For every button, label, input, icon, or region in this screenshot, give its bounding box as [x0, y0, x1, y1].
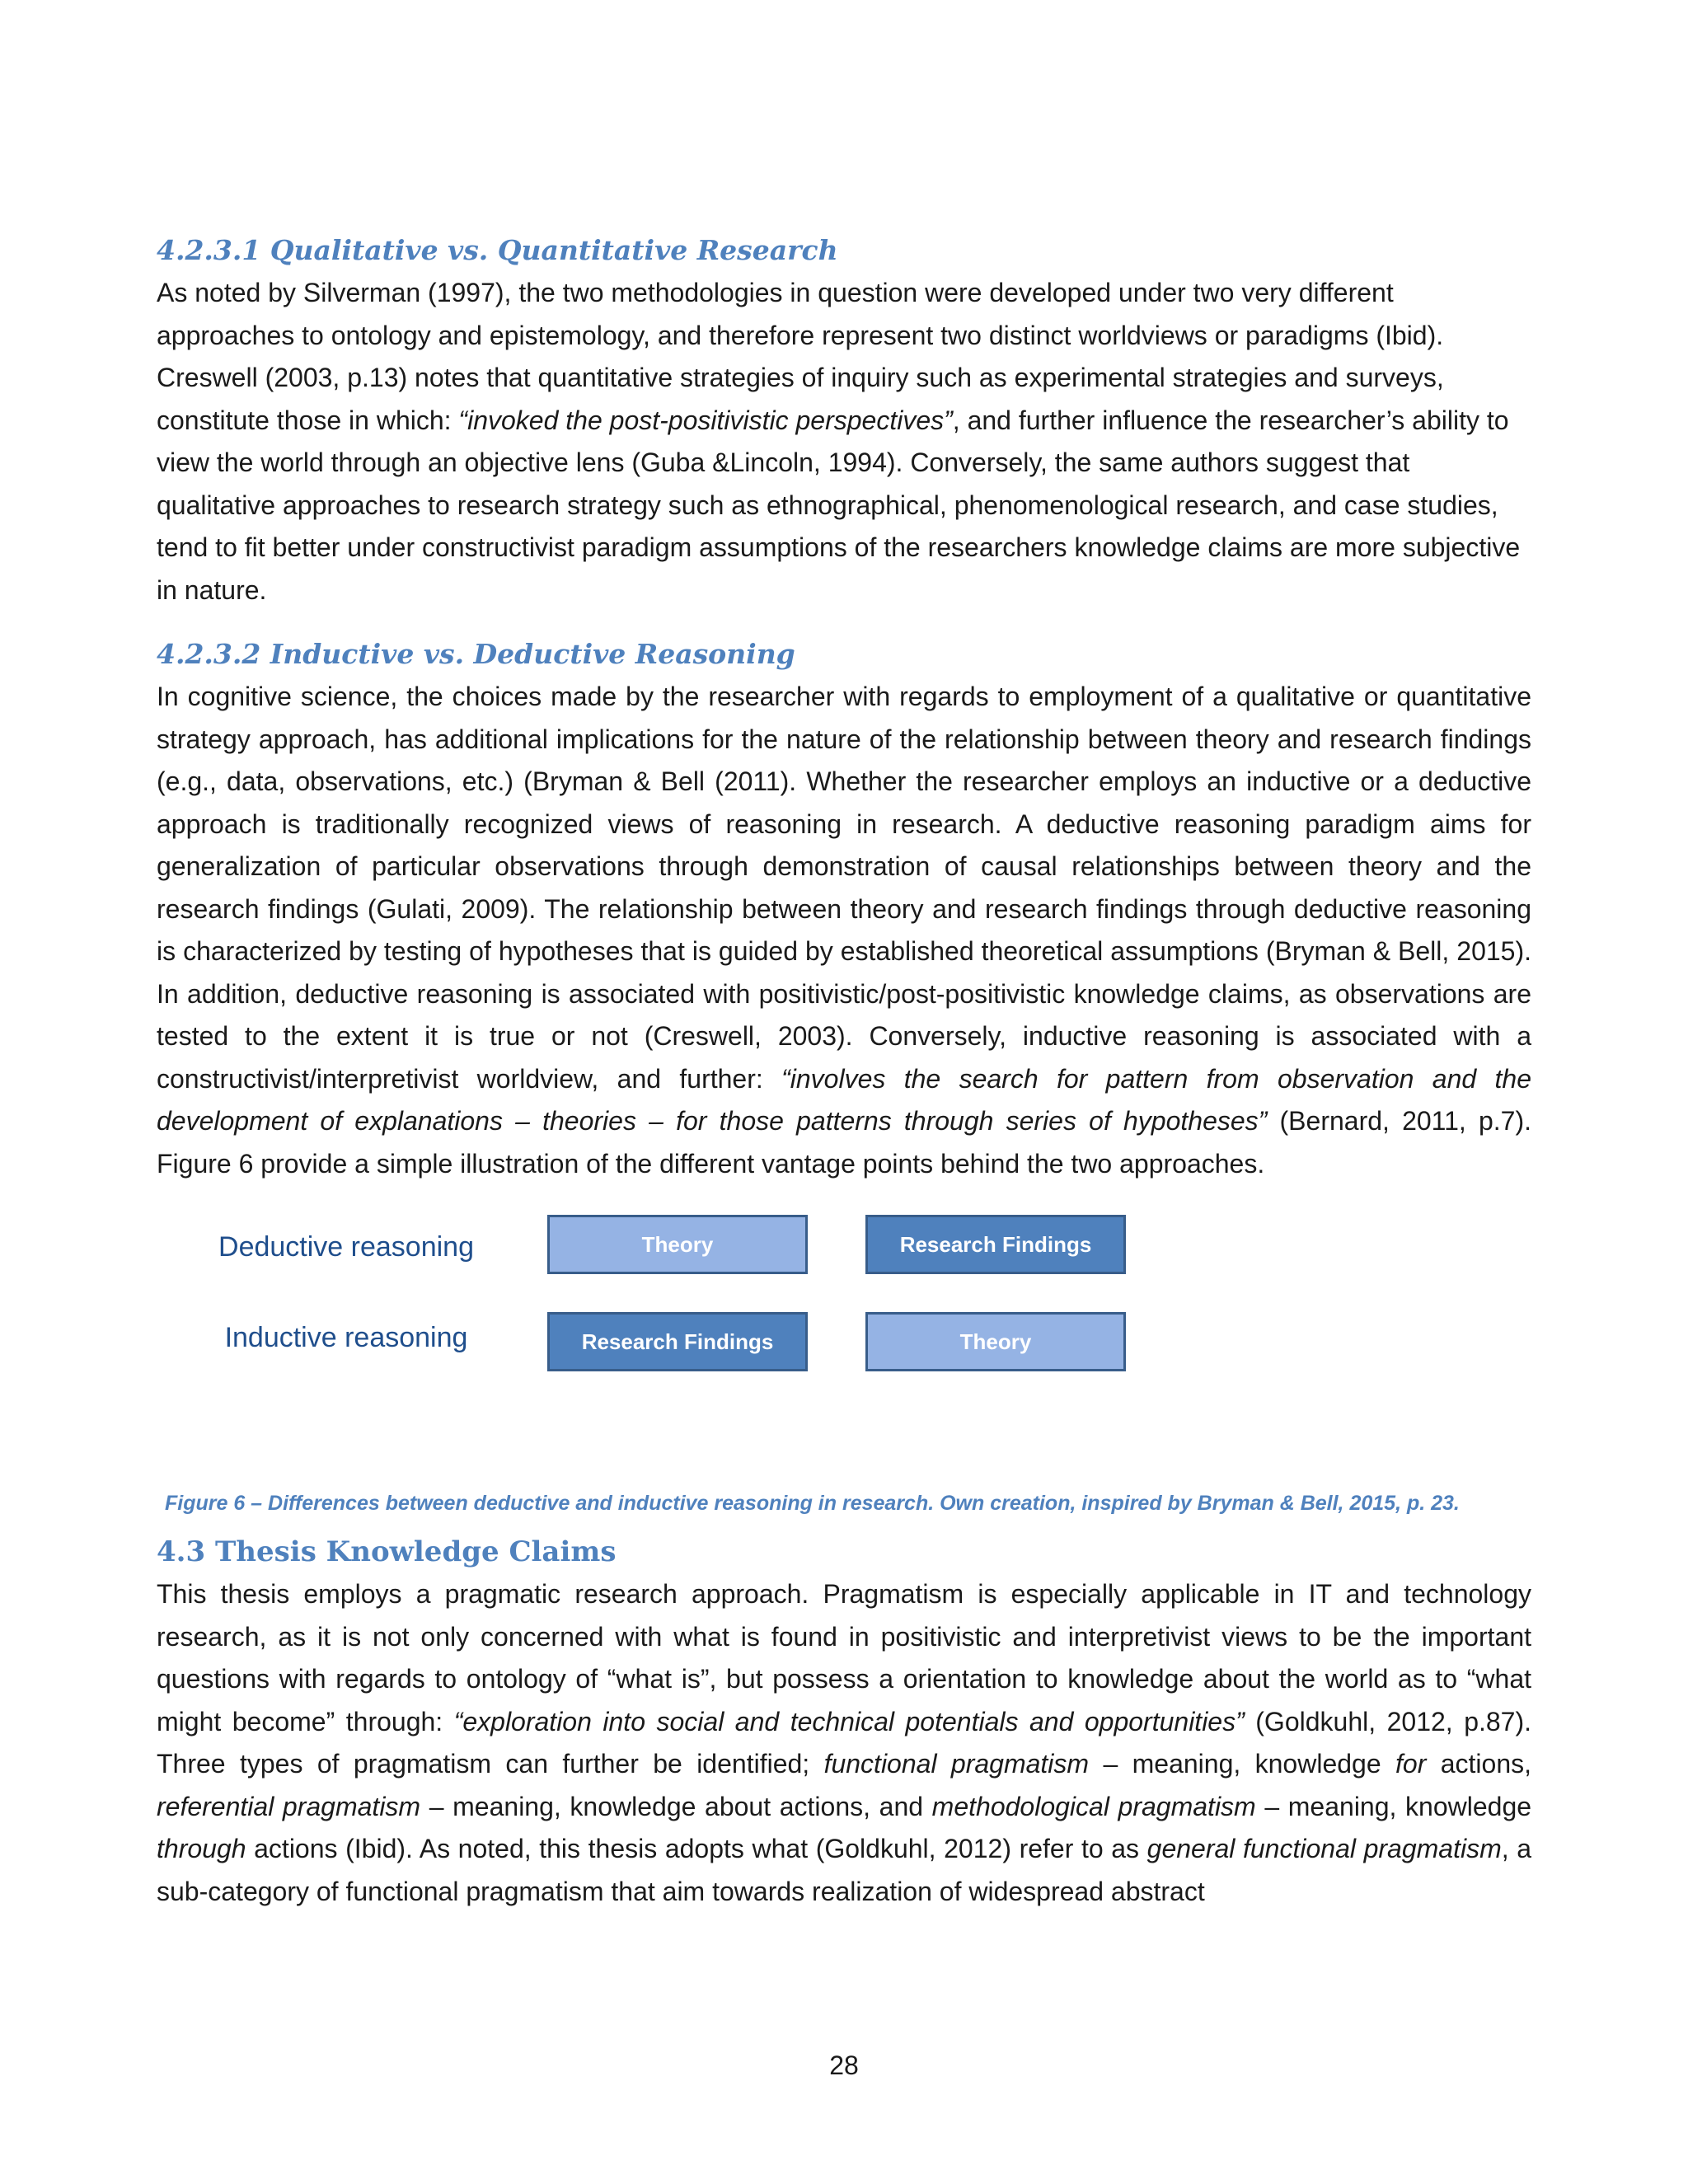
section-heading-qualitative-quantitative: 4.2.3.1 Qualitative vs. Quantitative Research	[157, 234, 838, 266]
text-run: – meaning, knowledge	[1255, 1791, 1532, 1821]
figure-caption: Figure 6 – Differences between deductive and inductive reasoning in research. Own creation, inspired by Bryman & Bell, 2015, p. 23.	[165, 1492, 1460, 1515]
term-general-functional-pragmatism: general functional pragmatism	[1146, 1834, 1502, 1863]
text-run: This thesis employs a pragmatic research approach. Pragmatism is especially applicable in IT and technology research, as it is not only concerned with what is found in positivistic and interpretivist views to be the important questions with regards to ontology of “what is”, but possess a orientation to knowledge about the world as to “what might become” through:	[157, 1579, 1531, 1736]
label-inductive-reasoning: Inductive reasoning	[224, 1322, 468, 1353]
text-run: , a sub-category of functional pragmatism that aim towards realization of widespread abstract	[157, 1834, 1532, 1906]
text-run: – meaning, knowledge	[1089, 1749, 1396, 1779]
box-deductive-theory: Theory	[547, 1215, 808, 1274]
text-run: As noted by Silverman (1997), the two methodologies in question were developed under two very different approaches to ontology and epistemology, and therefore represent two distinct worldviews or paradigms (Ibid). Creswell (2003, p.13) notes that quantitative strategies of inquiry such as experimental strategies and surveys, constitute those in which:	[157, 278, 1444, 435]
section-heading-thesis-knowledge-claims: 4.3 Thesis Knowledge Claims	[157, 1535, 617, 1568]
paragraph-thesis-knowledge-claims	[157, 1573, 1531, 1913]
quote-run: “involves the search for pattern from observation and the development of explanations – theories – for those patterns through series of hypotheses”	[157, 1063, 1531, 1136]
page-content	[157, 232, 1531, 1913]
quote-run: “invoked the post-positivistic perspectives”	[458, 405, 953, 435]
text-run: – meaning, knowledge about actions, and	[420, 1791, 932, 1821]
term-methodological-pragmatism: methodological pragmatism	[931, 1791, 1256, 1821]
figure-reasoning-diagram	[157, 1215, 1531, 1462]
quote-run: “exploration into social and technical potentials and opportunities”	[453, 1706, 1245, 1736]
label-deductive-reasoning: Deductive reasoning	[218, 1231, 474, 1263]
text-run: actions,	[1426, 1749, 1532, 1779]
text-run: (Goldkuhl, 2012, p.87). Three types of pragmatism can further be identified;	[157, 1706, 1532, 1779]
section-heading-inductive-deductive: 4.2.3.2 Inductive vs. Deductive Reasoning	[157, 638, 795, 670]
box-inductive-theory: Theory	[865, 1312, 1126, 1371]
paragraph-qualitative-quantitative	[157, 272, 1531, 612]
term-through: through	[157, 1834, 246, 1863]
text-run: , and further influence the researcher’s ability to view the world through an objective lens (Guba &Lincoln, 1994). Conversely, the same authors suggest that qualitative approaches to research strategy such as ethnographical, phenomenological research, and case studies, tend to fit better under constructivist paradigm assumptions of the researchers knowledge claims are more subjective in nature.	[157, 405, 1521, 605]
term-for: for	[1395, 1749, 1427, 1779]
term-functional-pragmatism: functional pragmatism	[823, 1749, 1090, 1779]
text-run: In cognitive science, the choices made by the researcher with regards to employment of a qualitative or quantitative strategy approach, has additional implications for the nature of the relationship between theory and research findings (e.g., data, observations, etc.) (Bryman & Bell (2011). Whether the researcher employs an inductive or a deductive approach is traditionally recognized views of reasoning in research. A deductive reasoning paradigm aims for generalization of particular observations through demonstration of causal relationships between theory and the research findings (Gulati, 2009). The relationship between theory and research findings through deductive reasoning is characterized by testing of hypotheses that is guided by established theoretical assumptions (Bryman & Bell, 2015). In addition, deductive reasoning is associated with positivistic/post-positivistic knowledge claims, as observations are tested to the extent it is true or not (Creswell, 2003). Conversely, inductive reasoning is associated with a constructivist/interpretivist worldview, and further:	[157, 682, 1531, 1094]
paragraph-inductive-deductive	[157, 676, 1531, 1185]
page-number: 28	[829, 2050, 859, 2080]
term-referential-pragmatism: referential pragmatism	[157, 1791, 421, 1821]
box-inductive-research-findings: Research Findings	[547, 1312, 808, 1371]
box-deductive-research-findings: Research Findings	[865, 1215, 1126, 1274]
text-run: actions (Ibid). As noted, this thesis adopts what (Goldkuhl, 2012) refer to as	[246, 1834, 1147, 1863]
text-run: (Bernard, 2011, p.7). Figure 6 provide a simple illustration of the different vantage points behind the two approaches.	[157, 1106, 1532, 1179]
